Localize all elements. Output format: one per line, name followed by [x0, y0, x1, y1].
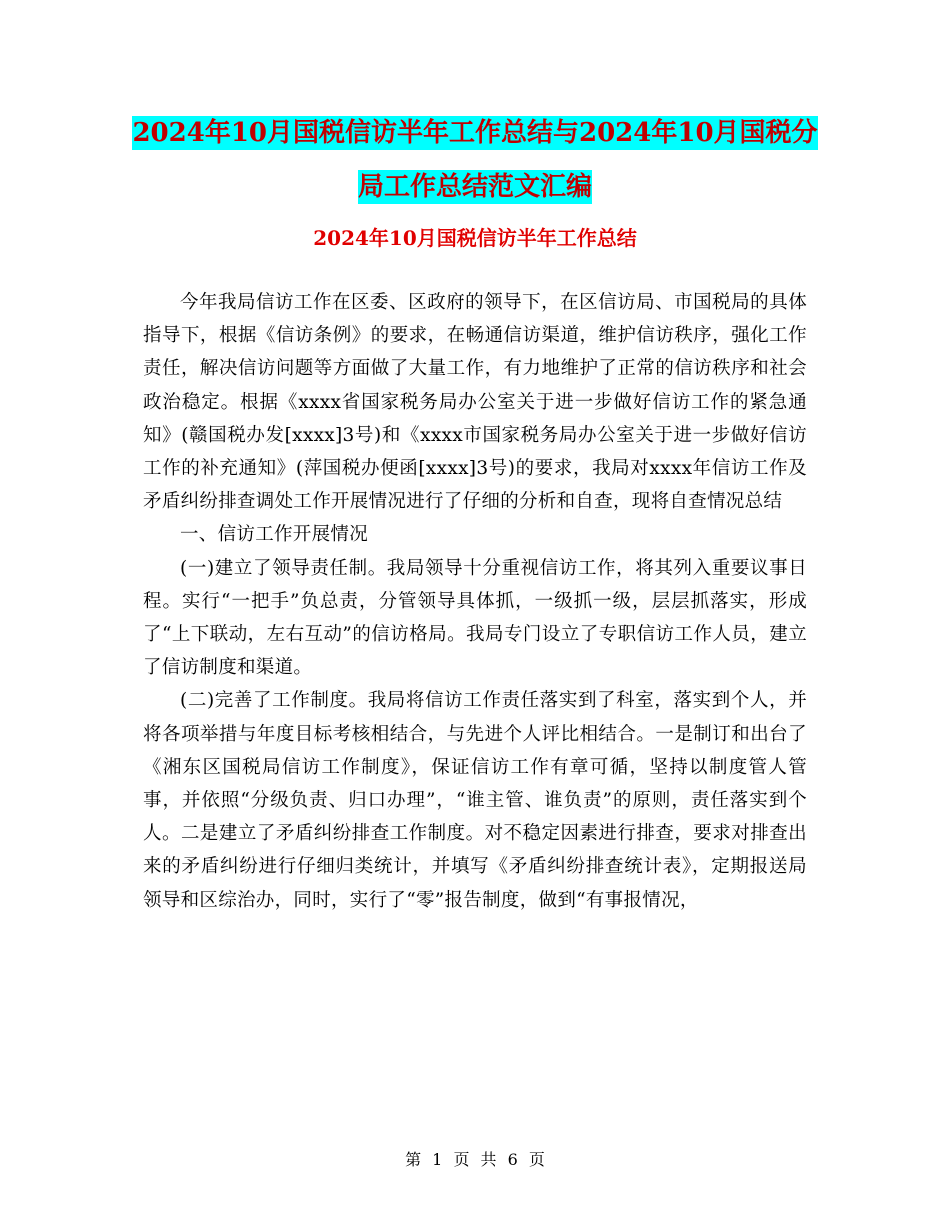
paragraph: 一、信访工作开展情况 — [180, 524, 369, 546]
page-footer: 第 1 页 共 6 页 — [405, 1150, 545, 1169]
document-title — [120, 106, 830, 214]
section-title: 2024年10月国税信访半年工作总结 — [313, 226, 637, 250]
paragraph: (二)完善了工作制度。我局将信访工作责任落实到了科室，落实到个人，并将各项举措与年度目标考核相结合，与先进个人评比相结合。一是制订和出台了《湘东区国税局信访工作制度》，保证信访工作有章可循，坚持以制度管人管事，并依照“分级负责、归口办理”，“谁主管、谁负责”的原则，责任落实到个人。二是建立了矛盾纠纷排查工作制度。对不稳定因素进行排查，要求对排查出来的矛盾纠纷进行仔细归类统计，并填写《矛盾纠纷排查统计表》，定期报送局领导和区综治办，同时，实行了“零”报告制度，做到“有事报情况， — [143, 690, 807, 911]
document-title-text: 2024年10月国税信访半年工作总结与2024年10月国税分局工作总结范文汇编 — [132, 118, 818, 202]
paragraph: 今年我局信访工作在区委、区政府的领导下，在区信访局、市国税局的具体指导下，根据《信访条例》的要求，在畅通信访渠道，维护信访秩序，强化工作责任，解决信访问题等方面做了大量工作，有力地维护了正常的信访秩序和社会政治稳定。根据《xxxx省国家税务局办公室关于进一步做好信访工作的紧急通知》(赣国税办发[xxxx]3号)和《xxxx市国家税务局办公室关于进一步做好信访工作的补充通知》(萍国税办便函[xxxx]3号)的要求，我局对xxxx年信访工作及矛盾纠纷排查调处工作开展情况进行了仔细的分析和自查，现将自查情况总结 — [143, 292, 807, 513]
document-body — [143, 286, 807, 917]
paragraph: (一)建立了领导责任制。我局领导十分重视信访工作，将其列入重要议事日程。实行“一把手”负总责，分管领导具体抓，一级抓一级，层层抓落实，形成了“上下联动，左右互动”的信访格局。我局专门设立了专职信访工作人员，建立了信访制度和渠道。 — [143, 557, 807, 679]
